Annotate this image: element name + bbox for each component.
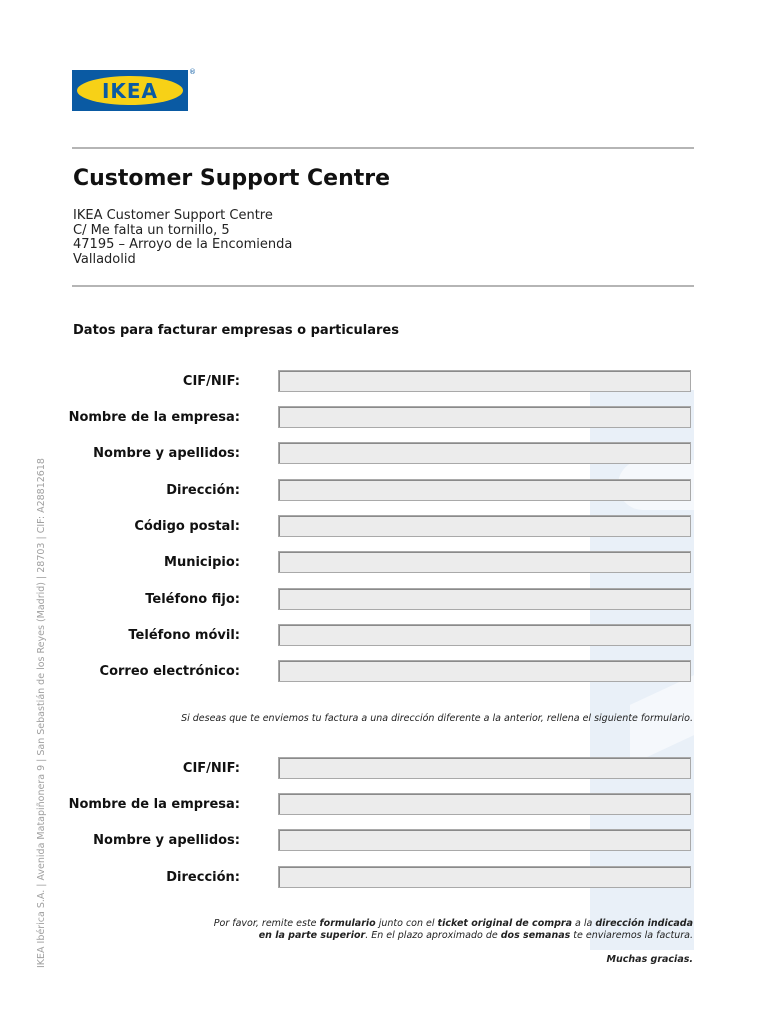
mobile-input[interactable] xyxy=(278,624,691,646)
form-row-landline xyxy=(0,588,768,613)
full-name-input[interactable] xyxy=(278,442,691,464)
closing-bold: dirección indicada xyxy=(595,918,693,929)
full-name-label: Nombre y apellidos: xyxy=(93,446,240,461)
address-line: Valladolid xyxy=(73,251,136,267)
page-title: Customer Support Centre xyxy=(73,166,391,191)
postal-code-input[interactable] xyxy=(278,515,691,537)
closing-bold: en la parte superior xyxy=(258,930,366,941)
support-address xyxy=(73,209,292,267)
form2-row-address xyxy=(0,866,768,891)
closing-bold: dos semanas xyxy=(500,930,571,941)
landline-label: Teléfono fijo: xyxy=(145,592,240,607)
email-input[interactable] xyxy=(278,660,691,682)
form-row-email xyxy=(0,660,768,685)
form-row-full-name xyxy=(0,442,768,467)
alt-company-name-label: Nombre de la empresa: xyxy=(68,797,240,812)
postal-code-label: Código postal: xyxy=(134,519,240,534)
closing-text: . En el plazo aproximado de xyxy=(365,930,501,941)
address-input[interactable] xyxy=(278,479,691,501)
email-label: Correo electrónico: xyxy=(99,664,240,679)
form-row-cif xyxy=(0,370,768,395)
registered-mark: ® xyxy=(189,68,196,76)
closing-text: te enviaremos la factura. xyxy=(570,930,693,941)
closing-bold: formulario xyxy=(319,918,376,929)
divider-top xyxy=(72,147,694,149)
alt-cif-label: CIF/NIF: xyxy=(182,761,240,776)
thanks-text: Muchas gracias. xyxy=(606,954,693,965)
alt-company-name-input[interactable] xyxy=(278,793,691,815)
municipality-input[interactable] xyxy=(278,551,691,573)
closing-text: Por favor, remite este xyxy=(213,918,320,929)
company-name-label: Nombre de la empresa: xyxy=(68,410,240,425)
alt-cif-input[interactable] xyxy=(278,757,691,779)
form2-row-cif xyxy=(0,757,768,782)
municipality-label: Municipio: xyxy=(164,555,240,570)
address-label: Dirección: xyxy=(166,483,240,498)
logo-text: IKEA xyxy=(101,78,159,103)
form-row-company xyxy=(0,406,768,431)
cif-input[interactable] xyxy=(278,370,691,392)
address-line: IKEA Customer Support Centre xyxy=(73,208,273,223)
company-name-input[interactable] xyxy=(278,406,691,428)
form-row-postal-code xyxy=(0,515,768,540)
mobile-label: Teléfono móvil: xyxy=(128,628,240,643)
billing-section-title: Datos para facturar empresas o particulares xyxy=(73,323,399,338)
form-row-municipality xyxy=(0,551,768,576)
divider-middle xyxy=(72,285,694,287)
closing-line-1 xyxy=(0,918,693,930)
closing-text: junto con el xyxy=(375,918,438,929)
closing-instructions xyxy=(0,918,693,942)
address-line: 47195 – Arroyo de la Encomienda xyxy=(73,237,293,253)
closing-bold: ticket original de compra xyxy=(437,918,573,929)
company-legal-info: IKEA Ibérica S.A. | Avenida Matapiñonera 9 | San Sebastián de los Reyes (Madrid) | 28703 | CIF: A28812618 xyxy=(36,458,47,968)
logo-oval xyxy=(77,76,183,105)
address-line: C/ Me falta un tornillo, 5 xyxy=(73,222,230,238)
alt-full-name-label: Nombre y apellidos: xyxy=(93,833,240,848)
alt-address-input[interactable] xyxy=(278,866,691,888)
landline-input[interactable] xyxy=(278,588,691,610)
ikea-logo xyxy=(72,70,188,111)
form2-row-company xyxy=(0,793,768,818)
alt-full-name-input[interactable] xyxy=(278,829,691,851)
cif-label: CIF/NIF: xyxy=(182,374,240,389)
form2-row-full-name xyxy=(0,829,768,854)
form-row-address xyxy=(0,479,768,504)
form-row-mobile xyxy=(0,624,768,649)
alternate-address-note: Si deseas que te enviemos tu factura a una dirección diferente a la anterior, rellena el siguiente formulario. xyxy=(181,713,693,724)
closing-line-2 xyxy=(0,930,693,942)
alt-address-label: Dirección: xyxy=(166,870,240,885)
closing-text: a la xyxy=(572,918,596,929)
